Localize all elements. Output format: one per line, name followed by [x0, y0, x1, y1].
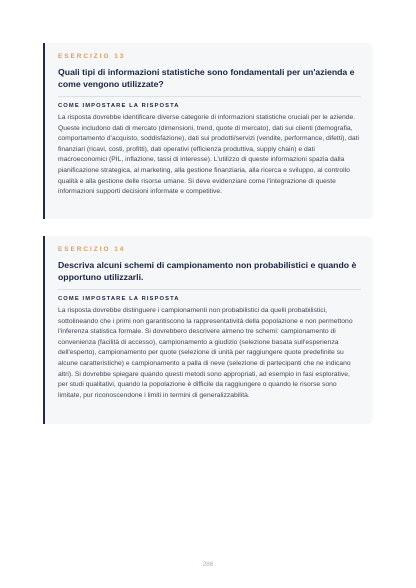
- answer-subheading: COME IMPOSTARE LA RISPOSTA: [58, 296, 180, 302]
- exercise-card-14: [43, 236, 373, 424]
- exercise-question: Descriva alcuni schemi di campionamento non probabilistici e quando è opportuno utilizzarli.: [58, 260, 357, 282]
- answer-subheading: COME IMPOSTARE LA RISPOSTA: [58, 103, 180, 109]
- exercise-question: Quali tipi di informazioni statistiche sono fondamentali per un'azienda e come vengono utilizzate?: [58, 67, 355, 89]
- exercise-label: ESERCIZIO 14: [58, 246, 126, 253]
- divider: [58, 96, 361, 97]
- page-number: 286: [202, 561, 214, 568]
- answer-text: La risposta dovrebbe distinguere i campionamenti non probabilistici da quelli probabilistici, sottolineando che i primi non garantiscono la rappresentatività della popolazione e non permettono l'inferenza statistica formale. Si dovrebbero descrivere almeno tre schemi: campionamento di convenienza (facilità di accesso), campionamento a giudizio (selezione basata sull'esperienza dell'esperto), campionamento per quote (selezione di unità per raggiungere quote predefinite su alcune caratteristiche) e campionamento a palla di neve (selezione di partecipanti che ne indicano altri). Si dovrebbe spiegare quando questi metodi sono appropriati, ad esempio in fasi esplorative, per studi qualitativi, quando la popolazione è difficile da raggiungere o quando le risorse sono limitate, pur riconoscendone i limiti in termini di generalizzabilità.: [58, 307, 353, 399]
- divider: [58, 289, 361, 290]
- exercise-card-13: [43, 43, 373, 219]
- answer-text: La risposta dovrebbe identificare diverse categorie di informazioni statistiche cruciali per le aziende. Queste includono dati di mercato (dimensioni, trend, quote di mercato), dati sui clienti (demografia, comportamento d'acquisto, soddisfazione), dati sui prodotti/servizi (vendite, performance, difetti), dati finanziari (ricavi, costi, profitti), dati operativi (efficienza produttiva, supply chain) e dati macroeconomici (PIL, inflazione, tassi di interesse). L'utilizzo di queste informazioni spazia dalla pianificazione strategica, al marketing, alla gestione finanziaria, alla ricerca e sviluppo, al controllo qualità e alla gestione delle risorse umane. Si deve evidenziare come l'integrazione di queste informazioni supporti decisioni informate e competitive.: [58, 114, 360, 196]
- exercise-label: ESERCIZIO 13: [58, 53, 126, 60]
